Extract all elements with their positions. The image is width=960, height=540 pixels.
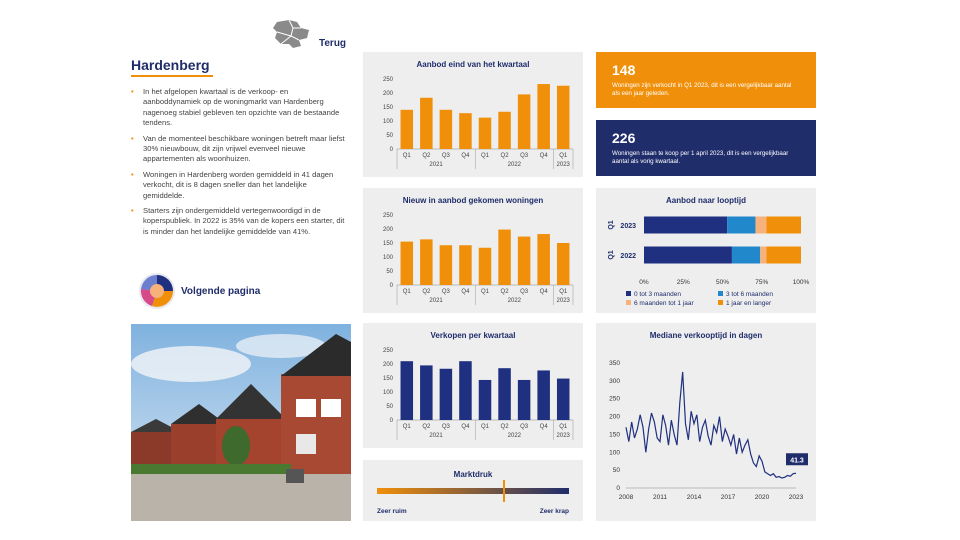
bullet-text: In het afgelopen kwartaal is de verkoop- en aanboddynamiek op de woningmarkt van Hardenberg nagenoeg stabiel gebleven ten opzichte van de bestaande tendens. [143,87,340,128]
bar [420,239,433,285]
next-page-button[interactable] [138,272,298,312]
legend-swatch [718,291,723,296]
marktdruk-panel [363,460,583,521]
y-tick-label: 0 [616,485,620,492]
y-tick-label: 250 [382,213,393,219]
back-label: Terug [319,38,347,49]
x-tick-label: Q3 [520,153,529,159]
x-tick-label: 2020 [754,494,770,501]
bar [498,368,511,420]
y-tick-label: 50 [386,133,393,139]
aanbod-bar-chart [363,52,583,177]
bar [401,361,414,420]
x-group-label: 2023 [556,433,570,439]
x-tick-label: 2008 [618,494,634,501]
x-group-label: 2022 [507,162,522,168]
series-line [626,372,796,478]
aanbod-chart-panel [363,52,583,177]
marktdruk-marker [503,480,505,502]
next-page-label: Volgende pagina [181,286,261,297]
bar [557,86,570,149]
x-tick-label: Q4 [539,289,548,295]
x-group-label: 2023 [556,162,570,168]
nieuw-aanbod-bar-chart [363,188,583,313]
x-tick-label: 50% [715,279,730,286]
y-tick-label: 250 [382,348,393,354]
x-tick-label: 2014 [686,494,702,501]
y-group-label: Q1 [608,250,615,260]
x-tick-label: Q4 [461,424,470,430]
y-tick-label: 100 [382,390,393,396]
stacked-segment [644,217,727,234]
bullet-item [131,134,346,165]
marktdruk-right-label: Zeer krap [539,508,569,515]
y-tick-label: 150 [382,241,393,247]
chart-title: Mediane verkooptijd in dagen [649,331,763,340]
x-tick-label: Q1 [480,153,490,159]
y-tick-label: 50 [386,404,393,410]
y-tick-label: 200 [382,362,393,368]
x-tick-label: 2023 [788,494,804,501]
bar [518,237,531,285]
y-tick-label: 50 [386,269,393,275]
x-group-label: 2021 [429,433,443,439]
verkooptijd-chart-panel [596,323,816,521]
y-tick-label: 50 [612,467,620,475]
y-tick-label: 250 [382,77,393,83]
bar [440,110,453,149]
stacked-segment [727,217,755,234]
x-tick-label: 2011 [653,494,667,501]
end-data-label: 41.3 [790,457,804,465]
bar [401,242,414,285]
bar [459,245,472,285]
bar [420,98,433,149]
bar [537,370,550,420]
chart-title: Aanbod eind van het kwartaal [416,60,530,69]
x-tick-label: Q1 [480,424,490,430]
bar [479,248,492,285]
y-tick-label: 200 [382,227,393,233]
bar [479,118,492,149]
x-group-label: 2022 [507,433,522,439]
x-tick-label: Q2 [500,153,509,159]
bar [401,110,414,149]
y-tick-label: 100 [609,449,620,457]
y-tick-label: 250 [609,395,620,403]
y-tick-label: 2022 [620,253,636,260]
legend-label: 3 tot 6 maanden [726,291,773,298]
bar [557,243,570,285]
verkooptijd-line-chart [596,323,816,521]
x-tick-label: Q1 [402,153,411,159]
chart-title: Aanbod naar looptijd [666,196,746,205]
x-tick-label: Q1 [559,153,568,159]
y-tick-label: 200 [609,413,620,421]
x-tick-label: 100% [792,279,810,286]
house-photo [131,324,351,521]
chart-title: Nieuw in aanbod gekomen woningen [402,196,544,205]
y-tick-label: 100 [382,119,393,125]
bullet-icon: • [131,87,134,96]
verkopen-bar-chart [363,323,583,448]
x-tick-label: 25% [676,279,690,286]
x-tick-label: Q3 [520,289,529,295]
bullet-text: Van de momenteel beschikbare woningen betreft maar liefst 30% nieuwbouw, dit zijn vrijwel evenveel nieuwe appartementen als woonhuizen. [143,133,345,164]
x-tick-label: Q3 [441,289,450,295]
kpi-value: 226 [612,130,636,146]
x-tick-label: 2017 [720,494,736,501]
bar [498,112,511,149]
x-tick-label: Q4 [539,424,548,430]
bar [557,379,570,420]
marktdruk-gradient-bar [377,488,569,494]
x-group-label: 2021 [429,162,443,168]
x-tick-label: Q2 [500,289,509,295]
page-title: Hardenberg [131,57,210,73]
kpi-text: Woningen staan te koop per 1 april 2023, dit is een vergelijkbaar aantal als vorig kwartaal. [612,150,789,165]
stacked-segment [766,217,801,234]
marktdruk-left-label: Zeer ruim [377,508,407,515]
bar [498,230,511,285]
bullet-icon: • [131,133,134,143]
bullet-text: Starters zijn ondergemiddeld vertegenwoordigd in de koperspubliek. In 2022 is 35% van de kopers een starter, dit is minder dan het landelijke gemiddelde van 41%. [143,206,345,236]
bar [479,380,492,420]
bar [537,234,550,285]
legend-label: 1 jaar en langer [726,300,772,307]
y-tick-label: 0 [389,418,393,424]
title-underline [131,75,213,77]
x-tick-label: Q1 [559,424,568,430]
stacked-segment [732,247,760,264]
x-tick-label: Q1 [480,289,490,295]
x-tick-label: 0% [639,279,649,286]
bullet-icon: • [131,169,134,179]
x-tick-label: Q2 [422,289,431,295]
x-tick-label: 75% [755,279,769,286]
x-tick-label: Q1 [402,289,411,295]
legend-swatch [626,291,631,296]
legend-swatch [626,300,631,305]
bar [440,369,453,420]
bar [459,361,472,420]
y-group-label: Q1 [608,220,615,230]
chart-title: Verkopen per kwartaal [430,331,516,340]
bar [459,113,472,149]
y-tick-label: 150 [609,431,620,439]
x-tick-label: Q3 [441,153,450,159]
kpi-verkocht [596,52,816,108]
kpi-value: 148 [612,62,636,78]
x-tick-label: Q3 [441,424,450,430]
summary-bullets [131,87,346,242]
nieuw-aanbod-chart-panel [363,188,583,313]
x-tick-label: Q2 [422,153,431,159]
bullet-item [131,206,346,237]
y-tick-label: 350 [609,360,620,367]
bullet-icon: • [131,206,134,216]
legend-label: 6 maanden tot 1 jaar [634,300,694,307]
back-button[interactable] [271,18,351,52]
looptijd-chart-panel [596,188,816,313]
y-tick-label: 200 [382,91,393,97]
y-tick-label: 300 [609,377,620,385]
x-tick-label: Q4 [461,153,470,159]
y-tick-label: 150 [382,105,393,111]
bullet-text: Woningen in Hardenberg worden gemiddeld in 41 dagen verkocht, dit is 8 dagen sneller dan het landelijke gemiddelde. [143,169,334,200]
stacked-segment [766,247,801,264]
legend-swatch [718,300,723,305]
x-group-label: 2022 [507,298,522,304]
bullet-item [131,170,346,201]
y-tick-label: 150 [382,376,393,382]
x-group-label: 2021 [429,298,443,304]
y-tick-label: 0 [389,283,393,289]
pie-chart-icon [138,272,176,310]
stacked-segment [755,217,766,234]
x-tick-label: Q4 [461,289,470,295]
bar [518,380,531,420]
stacked-segment [644,247,732,264]
bar [420,365,433,420]
marktdruk-title: Marktdruk [453,470,493,479]
region-map-icon [271,18,315,50]
bar [518,94,531,149]
bullet-item [131,87,346,129]
y-tick-label: 100 [382,255,393,261]
x-tick-label: Q2 [500,424,509,430]
legend-label: 0 tot 3 maanden [634,291,681,298]
kpi-te-koop [596,120,816,176]
x-group-label: 2023 [556,298,570,304]
x-tick-label: Q1 [402,424,411,430]
stacked-segment [760,247,766,264]
y-tick-label: 2023 [620,223,636,230]
y-tick-label: 0 [389,147,393,153]
x-tick-label: Q2 [422,424,431,430]
x-tick-label: Q4 [539,153,548,159]
bar [537,84,550,149]
x-tick-label: Q1 [559,289,568,295]
verkopen-chart-panel [363,323,583,448]
bar [440,245,453,285]
looptijd-stacked-chart [596,188,816,313]
kpi-text: Woningen zijn verkocht in Q1 2023, dit is een vergelijkbaar aantal als een jaar geleden. [612,82,792,97]
x-tick-label: Q3 [520,424,529,430]
